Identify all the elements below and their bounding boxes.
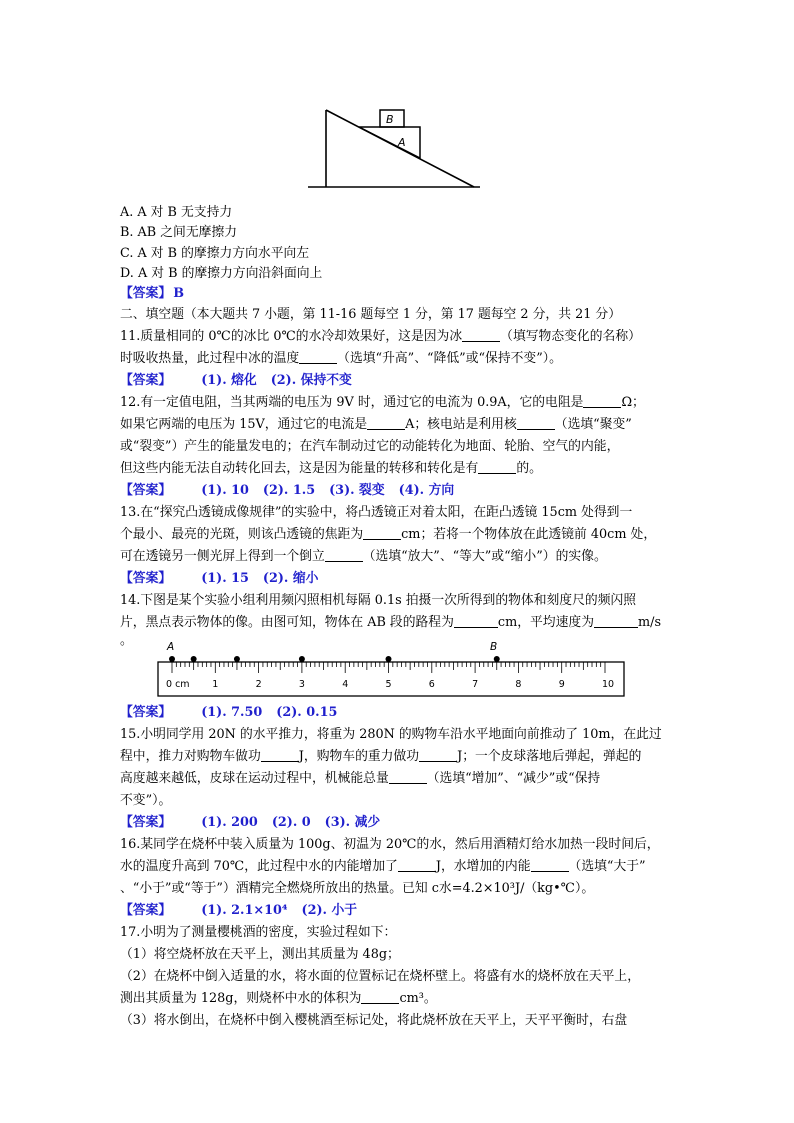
q14-text-2a: 片，黑点表示物体的像。由图可知，物体在 AB 段的路程为 bbox=[120, 615, 454, 630]
q11-answer-1: (1). 熔化 bbox=[201, 373, 257, 388]
q16-blank-1 bbox=[398, 859, 436, 872]
section-header: 二、填空题（本大题共 7 小题，第 11-16 题每空 1 分，第 17 题每空 2 分，共 21 分） bbox=[120, 307, 622, 322]
q10-answer-value: B bbox=[173, 286, 185, 301]
q11-text-2b: （选填“升高”、“降低”或“保持不变”）。 bbox=[337, 351, 562, 366]
q14-line-3: 。 bbox=[120, 633, 133, 648]
q15-answer bbox=[120, 814, 394, 832]
q12-answer-2: (2). 1.5 bbox=[262, 483, 316, 498]
q14-blank-1 bbox=[454, 615, 498, 628]
incline-block-figure bbox=[300, 105, 485, 191]
q12-line-1 bbox=[120, 394, 645, 412]
q15-text-3b: （选填“增加”、“减少”或“保持 bbox=[426, 771, 601, 786]
q15-answer-3: (3). 减少 bbox=[324, 815, 381, 830]
q11-text-2a: 时吸收热量，此过程中冰的温度 bbox=[120, 351, 300, 366]
q12-line-2 bbox=[120, 416, 632, 434]
answer-tag: 【答案】 bbox=[120, 373, 172, 388]
q16-text-2c: （选填“大于” bbox=[568, 859, 646, 874]
q12-text-2c: （选填“聚变” bbox=[554, 417, 632, 432]
q13-line-1: 13.在“探究凸透镜成像规律”的实验中，将凸透镜正对着太阳，在距凸透镜 15cm 处得到一 bbox=[120, 505, 633, 520]
q11-answer-2: (2). 保持不变 bbox=[270, 373, 352, 388]
q13-text-2a: 个最小、最亮的光斑，则该凸透镜的焦距为 bbox=[120, 527, 364, 542]
q11-text-1a: 11.质量相同的 0℃的冰比 0℃的水冷却效果好，这是因为冰 bbox=[120, 329, 463, 344]
q12-answer bbox=[120, 482, 468, 500]
q12-blank-1 bbox=[583, 395, 621, 408]
q15-answer-2: (2). 0 bbox=[271, 815, 311, 830]
q12-text-1a: 12.有一定值电阻，当其两端的电压为 9V 时，通过它的电流为 0.9A，它的电阻是 bbox=[120, 395, 584, 410]
q11-blank-1 bbox=[462, 329, 500, 342]
q16-line-1: 16.某同学在烧杯中装入质量为 100g、初温为 20℃的水，然后用酒精灯给水加热一段时间后， bbox=[120, 837, 660, 852]
q16-blank-2 bbox=[531, 859, 569, 872]
ruler-tick-label: 2 bbox=[255, 679, 262, 690]
flash-dot bbox=[386, 656, 392, 662]
q15-text-3a: 高度越来越低，皮球在运动过程中，机械能总量 bbox=[120, 771, 389, 786]
q12-line-3: 或“裂变”）产生的能量发电的；在汽车制动过它的动能转化为地面、轮胎、空气的内能， bbox=[120, 439, 620, 454]
block-b-label: B bbox=[386, 113, 394, 126]
q10-answer bbox=[120, 285, 198, 303]
block-a-label: A bbox=[398, 136, 406, 149]
q13-blank-1 bbox=[363, 527, 401, 540]
q15-line-3 bbox=[120, 770, 600, 788]
answer-tag: 【答案】 bbox=[120, 815, 172, 830]
flash-dot bbox=[191, 656, 197, 662]
ruler-tick-label: 10 bbox=[602, 679, 615, 690]
q14-answer bbox=[120, 704, 351, 722]
q12-line-4 bbox=[120, 460, 542, 478]
ruler-tick-label: 0 cm bbox=[166, 679, 190, 690]
q16-text-2b: J，水增加的内能 bbox=[435, 859, 531, 874]
q15-blank-3 bbox=[389, 771, 427, 784]
q16-answer-1: (1). 2.1×10⁴ bbox=[201, 903, 288, 918]
q15-line-4: 不变”）。 bbox=[120, 793, 172, 808]
q12-text-1b: Ω； bbox=[621, 395, 645, 410]
q11-answer bbox=[120, 372, 366, 390]
q14-blank-2 bbox=[594, 615, 638, 628]
q12-text-4b: 的。 bbox=[516, 461, 542, 476]
q13-answer-2: (2). 缩小 bbox=[262, 571, 319, 586]
flash-dot bbox=[234, 656, 240, 662]
q15-blank-1 bbox=[261, 749, 299, 762]
option-a: A. A 对 B 无支持力 bbox=[120, 205, 233, 220]
q17-line-3: （2）在烧杯中倒入适量的水，将水面的位置标记在烧杯壁上。将盛有水的烧杯放在天平上， bbox=[120, 969, 641, 984]
q15-line-1: 15.小明同学用 20N 的水平推力，将重为 280N 的购物车沿水平地面向前推动了 10m，在此过 bbox=[120, 727, 662, 742]
answer-tag: 【答案】 bbox=[120, 483, 172, 498]
q11-blank-2 bbox=[299, 351, 337, 364]
q16-line-2 bbox=[120, 858, 646, 876]
flash-dot bbox=[494, 656, 500, 662]
ruler-tick-label: 5 bbox=[385, 679, 392, 690]
ruler-tick-label: 1 bbox=[212, 679, 219, 690]
q17-line-1: 17.小明为了测量樱桃酒的密度，实验过程如下： bbox=[120, 925, 397, 940]
q12-answer-1: (1). 10 bbox=[201, 483, 249, 498]
q13-text-3a: 可在透镜另一侧光屏上得到一个倒立 bbox=[120, 549, 325, 564]
q17-text-4a: 测出其质量为 128g，则烧杯中水的体积为 bbox=[120, 991, 362, 1006]
ruler-figure bbox=[150, 640, 630, 702]
q12-blank-4 bbox=[478, 461, 516, 474]
q14-text-2b: cm，平均速度为 bbox=[497, 615, 594, 630]
point-b-label: B bbox=[490, 641, 498, 653]
q14-answer-1: (1). 7.50 bbox=[201, 705, 263, 720]
option-c: C. A 对 B 的摩擦力方向水平向左 bbox=[120, 246, 310, 261]
ruler-tick-label: 7 bbox=[472, 679, 479, 690]
q14-line-1: 14.下图是某个实验小组利用频闪照相机每隔 0.1s 拍摄一次所得到的物体和刻度尺的频闪照 bbox=[120, 593, 637, 608]
ruler-tick-label: 9 bbox=[558, 679, 565, 690]
q17-blank-1 bbox=[361, 991, 399, 1004]
q12-text-4a: 但这些内能无法自动转化回去，这是因为能量的转移和转化是有 bbox=[120, 461, 479, 476]
q13-line-2 bbox=[120, 526, 656, 544]
block-a bbox=[359, 127, 420, 158]
answer-tag: 【答案】 bbox=[120, 903, 172, 918]
ruler-tick-label: 4 bbox=[342, 679, 349, 690]
flash-dot bbox=[169, 656, 175, 662]
q15-blank-2 bbox=[419, 749, 457, 762]
answer-tag: 【答案】 bbox=[120, 286, 172, 301]
q14-line-2 bbox=[120, 614, 661, 632]
q13-text-3b: （选填“放大”、“等大”或“缩小”）的实像。 bbox=[362, 549, 607, 564]
q16-answer-2: (2). 小于 bbox=[301, 903, 358, 918]
q13-blank-2 bbox=[325, 549, 363, 562]
q17-line-5: （3）将水倒出，在烧杯中倒入樱桃酒至标记处，将此烧杯放在天平上，天平平衡时，右盘 bbox=[120, 1013, 628, 1028]
q13-answer bbox=[120, 570, 332, 588]
ruler-tick-label: 8 bbox=[515, 679, 522, 690]
flash-dots bbox=[169, 656, 500, 662]
q15-answer-1: (1). 200 bbox=[201, 815, 258, 830]
q11-line-1 bbox=[120, 328, 641, 346]
q11-text-1b: （填写物态变化的名称） bbox=[500, 329, 641, 344]
ruler-tick-label: 6 bbox=[428, 679, 435, 690]
q12-text-2a: 如果它两端的电压为 15V，通过它的电流是 bbox=[120, 417, 368, 432]
answer-tag: 【答案】 bbox=[120, 571, 172, 586]
q16-answer bbox=[120, 902, 371, 920]
q16-text-2a: 水的温度升高到 70℃，此过程中水的内能增加了 bbox=[120, 859, 398, 874]
q17-text-4b: cm³。 bbox=[399, 991, 437, 1006]
option-d: D. A 对 B 的摩擦力方向沿斜面向上 bbox=[120, 266, 323, 281]
point-a-label: A bbox=[167, 641, 175, 653]
q13-text-2b: cm；若将一个物体放在此透镜前 40cm 处， bbox=[401, 527, 657, 542]
q14-text-2c: m/s bbox=[638, 615, 662, 630]
option-b: B. AB 之间无摩擦力 bbox=[120, 225, 238, 240]
q12-answer-3: (3). 裂变 bbox=[329, 483, 385, 498]
q14-answer-2: (2). 0.15 bbox=[276, 705, 338, 720]
q17-line-2: （1）将空烧杯放在天平上，测出其质量为 48g； bbox=[120, 947, 400, 962]
q12-blank-3 bbox=[517, 417, 555, 430]
q11-line-2 bbox=[120, 350, 562, 368]
answer-tag: 【答案】 bbox=[120, 705, 172, 720]
ruler-tick-label: 3 bbox=[298, 679, 305, 690]
q13-answer-1: (1). 15 bbox=[201, 571, 249, 586]
q13-line-3 bbox=[120, 548, 607, 566]
flash-dot bbox=[299, 656, 305, 662]
q12-text-2b: A；核电站是利用核 bbox=[405, 417, 517, 432]
q16-line-3: 、“小于”或“等于”）酒精完全燃烧所放出的热量。已知 c水=4.2×10³J/（kg•℃）。 bbox=[120, 881, 595, 896]
q12-blank-2 bbox=[367, 417, 405, 430]
q15-text-2a: 程中，推力对购物车做功 bbox=[120, 749, 261, 764]
q15-line-2 bbox=[120, 748, 641, 766]
q17-line-4 bbox=[120, 990, 437, 1008]
q15-text-2c: J；一个皮球落地后弹起，弹起的 bbox=[457, 749, 642, 764]
q12-answer-4: (4). 方向 bbox=[398, 483, 455, 498]
q15-text-2b: J，购物车的重力做功 bbox=[298, 749, 420, 764]
